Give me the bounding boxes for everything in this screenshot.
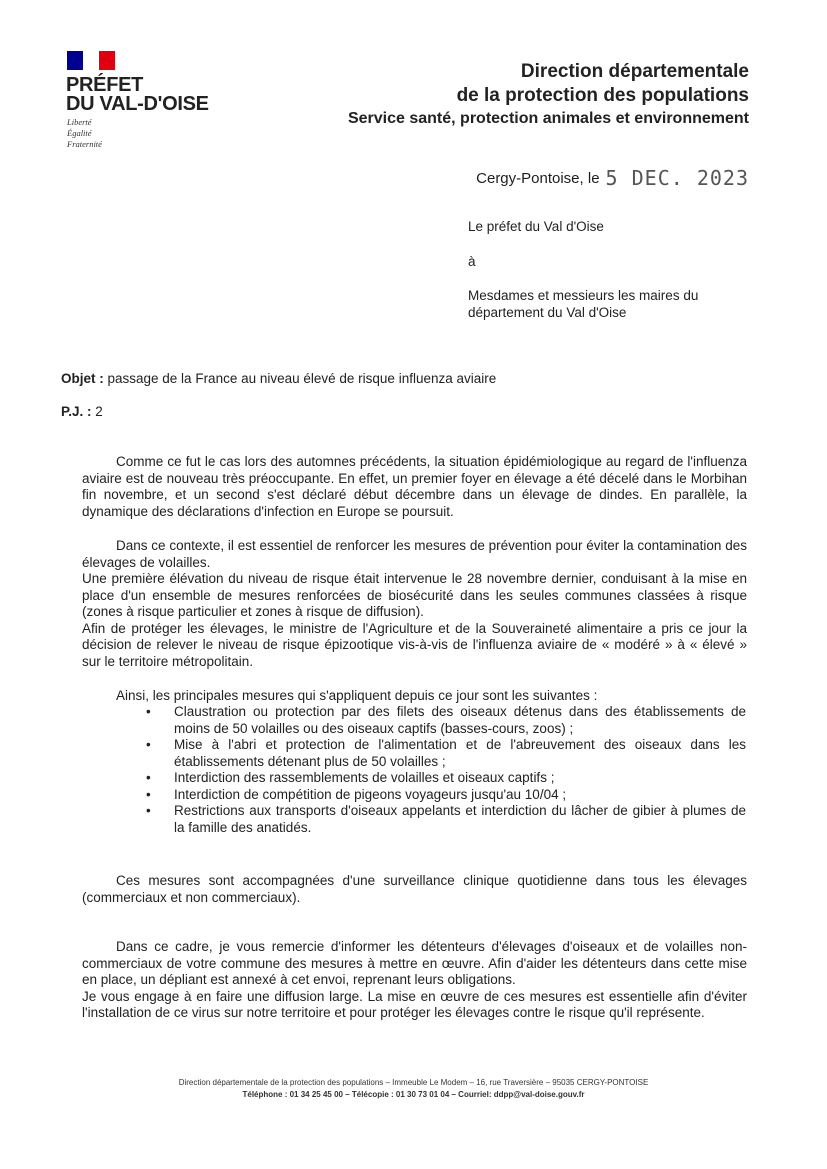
paragraph-text: Une première élévation du niveau de risque était intervenue le 28 novembre dernier, conduisant à la mise en place d'un ensemble de mesures renforcées de biosécurité dans les seules communes classées à risque (zones à risque particulier et zones à risque de diffusion). [82,571,747,619]
page-footer [0,1077,827,1101]
measures-list [146,704,746,836]
paragraph-text: Dans ce cadre, je vous remercie d'informer les détenteurs d'élevages d'oiseaux et de volailles non-commerciaux de votre commune des mesures à mettre en œuvre. Afin d'aider les détenteurs dans cette mise en place, un dépliant est annexé à cet envoi, reprenant leurs obligations. [82,939,747,987]
paragraph-text: Afin de protéger les élevages, le ministre de l'Agriculture et de la Souveraineté alimentaire a pris ce jour la décision de relever le niveau de risque épizootique vis-à-vis de l'influenza aviaire de « modéré » à « élevé » sur le territoire métropolitain. [82,620,747,669]
paragraph-text: Je vous engage à en faire une diffusion large. La mise en œuvre de ces mesures est essentielle afin d'éviter l'installation de ce virus sur notre territoire et pour protéger les élevages contre le risque qu'il représente. [82,988,747,1020]
date-place: Cergy-Pontoise, le [476,170,600,187]
prefecture-title [66,76,209,114]
prefecture-title-line2: DU VAL-D'OISE [66,93,209,115]
attachments-label: P.J. : [61,404,92,419]
direction-line1: Direction départementale [520,61,749,82]
object-line [61,371,496,386]
direction-header [348,60,749,130]
paragraph-text: Ainsi, les principales mesures qui s'appliquent depuis ce jour sont les suivantes : [116,688,598,703]
flag-white [83,51,99,70]
direction-line2: de la protection des populations [456,85,749,106]
recipient-line1: Mesdames et messieurs les maires du [468,288,699,303]
object-label: Objet : [61,371,104,386]
measures-intro [82,688,747,705]
flag-red [99,51,115,70]
list-item: • Mise à l'abri et protection de l'alimentation et de l'abreuvement des oiseaux dans les établissements détenant plus de 50 volailles ; [146,737,746,770]
flag-blue [67,51,83,70]
paragraph-text: Ces mesures sont accompagnées d'une surveillance clinique quotidienne dans tous les élevages (commerciaux et non commerciaux). [82,873,747,905]
sender: Le préfet du Val d'Oise [468,219,604,234]
footer-address: Direction départementale de la protection des populations – Immeuble Le Modem – 16, rue Traversière – 95035 CERGY-PONTOISE [178,1078,649,1087]
attachments-count: 2 [91,404,103,419]
date-line [476,166,749,190]
motto-liberte: Liberté [67,117,92,127]
prefecture-title-line1: PRÉFET [66,74,144,96]
footer-contact: Téléphone : 01 34 25 45 00 – Télécopie : 01 30 73 01 04 – Courriel: ddpp@val-doise.gouv.fr [242,1090,585,1099]
attachments-line [61,404,103,419]
list-item: • Restrictions aux transports d'oiseaux appelants et interdiction du lâcher de gibier à plumes de la famille des anatidés. [146,803,746,836]
paragraph-surveillance [82,873,747,906]
list-item: • Interdiction des rassemblements de volailles et oiseaux captifs ; [146,770,746,787]
object-text: passage de la France au niveau élevé de risque influenza aviaire [103,371,497,386]
paragraph-request [82,939,747,1022]
paragraph-text: Dans ce contexte, il est essentiel de renforcer les mesures de prévention pour éviter la contamination des élevages de volailles. [82,538,747,570]
recipient [468,287,698,321]
paragraph-context [82,538,747,670]
service-line: Service santé, protection animales et environnement [347,110,749,127]
to-word: à [468,254,476,269]
recipient-line2: département du Val d'Oise [468,305,627,320]
paragraph-text: Comme ce fut le cas lors des automnes précédents, la situation épidémiologique au regard de l'influenza aviaire est de nouveau très préoccupante. En effet, un premier foyer en élevage a été décelé dans le Morbihan fin novembre, et un second s'est déclaré début décembre dans un élevage de dindes. En parallèle, la dynamique des déclarations d'infection en Europe se poursuit. [82,454,747,519]
republic-motto [67,117,102,150]
list-item: • Interdiction de compétition de pigeons voyageurs jusqu'au 10/04 ; [146,787,746,804]
paragraph-situation [82,454,747,520]
date-stamp: 5 DEC. 2023 [605,166,749,190]
list-item: • Claustration ou protection par des filets des oiseaux détenus dans des établissements de moins de 50 volailles ou des oiseaux captifs (basses-cours, zoos) ; [146,704,746,737]
motto-fraternite: Fraternité [67,139,102,149]
motto-egalite: Égalité [67,128,92,138]
marianne-flag [67,51,115,70]
